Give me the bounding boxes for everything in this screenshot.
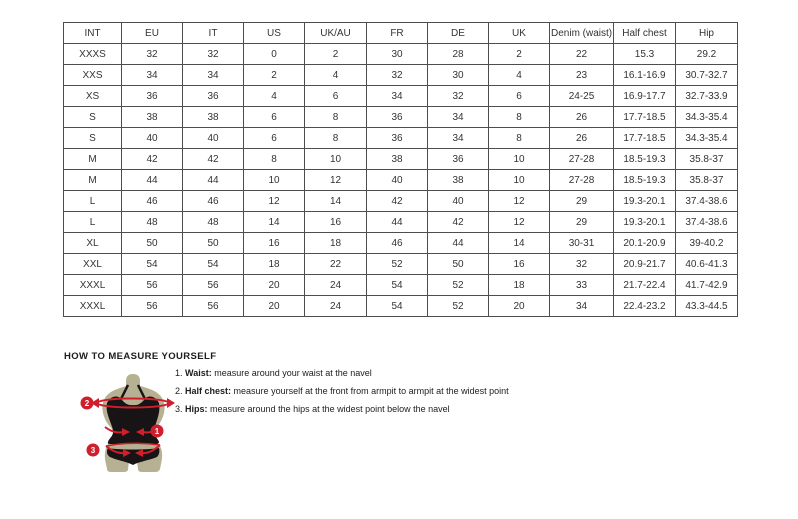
table-row — [64, 149, 738, 170]
size-cell: 56 — [122, 275, 183, 296]
size-cell: 39-40.2 — [676, 233, 738, 254]
size-cell: 46 — [367, 233, 428, 254]
measure-section-title: HOW TO MEASURE YOURSELF — [64, 351, 217, 362]
size-cell: 54 — [367, 275, 428, 296]
size-cell: 12 — [305, 170, 367, 191]
mannequin-illustration — [78, 372, 190, 476]
table-row — [64, 275, 738, 296]
step-number: 1. — [175, 368, 183, 378]
size-cell: 16 — [489, 254, 550, 275]
size-cell: 22 — [305, 254, 367, 275]
size-cell: 22 — [550, 44, 614, 65]
size-cell: 21.7-22.4 — [614, 275, 676, 296]
column-header: IT — [183, 23, 244, 44]
size-cell: 27-28 — [550, 149, 614, 170]
size-cell: 18 — [244, 254, 305, 275]
step-label: Hips: — [185, 404, 208, 414]
badge-chest — [81, 397, 94, 410]
size-cell: 20 — [489, 296, 550, 317]
size-cell: 54 — [367, 296, 428, 317]
measure-step-hips — [175, 400, 509, 418]
size-cell: 20 — [244, 296, 305, 317]
size-cell: 44 — [183, 170, 244, 191]
size-cell: XXXL — [64, 275, 122, 296]
size-cell: 46 — [183, 191, 244, 212]
step-number: 2. — [175, 386, 183, 396]
size-cell: 29.2 — [676, 44, 738, 65]
badge-hips-number: 3 — [90, 446, 96, 455]
size-cell: 50 — [122, 233, 183, 254]
size-cell: 33 — [550, 275, 614, 296]
size-cell: 2 — [489, 44, 550, 65]
size-cell: XL — [64, 233, 122, 254]
size-cell: 17.7-18.5 — [614, 128, 676, 149]
table-row — [64, 296, 738, 317]
size-cell: 20.1-20.9 — [614, 233, 676, 254]
size-cell: 34 — [183, 65, 244, 86]
size-cell: XXXL — [64, 296, 122, 317]
size-cell: 56 — [183, 275, 244, 296]
badge-waist — [151, 425, 164, 438]
size-cell: 44 — [428, 233, 489, 254]
size-cell: 42 — [367, 191, 428, 212]
size-cell: L — [64, 191, 122, 212]
size-cell: 44 — [367, 212, 428, 233]
column-header: INT — [64, 23, 122, 44]
size-cell: 29 — [550, 191, 614, 212]
size-cell: 28 — [428, 44, 489, 65]
size-cell: 24 — [305, 296, 367, 317]
column-header: UK/AU — [305, 23, 367, 44]
size-cell: 36 — [183, 86, 244, 107]
size-cell: 8 — [244, 149, 305, 170]
size-cell: 50 — [428, 254, 489, 275]
size-cell: 6 — [244, 107, 305, 128]
step-text: measure around your waist at the navel — [211, 368, 372, 378]
size-cell: 6 — [489, 86, 550, 107]
size-cell: 2 — [244, 65, 305, 86]
step-text: measure around the hips at the widest point below the navel — [207, 404, 450, 414]
size-cell: 18.5-19.3 — [614, 149, 676, 170]
size-chart-header-row — [64, 23, 738, 44]
size-cell: 36 — [367, 107, 428, 128]
size-cell: 44 — [122, 170, 183, 191]
size-cell: 32 — [428, 86, 489, 107]
size-cell: 16.1-16.9 — [614, 65, 676, 86]
size-cell: 6 — [244, 128, 305, 149]
size-cell: 52 — [428, 275, 489, 296]
size-cell: 52 — [428, 296, 489, 317]
size-cell: 10 — [305, 149, 367, 170]
size-cell: 54 — [183, 254, 244, 275]
size-cell: 34 — [367, 86, 428, 107]
size-cell: 8 — [305, 128, 367, 149]
column-header: Half chest — [614, 23, 676, 44]
size-cell: 34 — [550, 296, 614, 317]
size-cell: 2 — [305, 44, 367, 65]
size-cell: 43.3-44.5 — [676, 296, 738, 317]
size-cell: 14 — [244, 212, 305, 233]
size-cell: 40 — [428, 191, 489, 212]
table-row — [64, 86, 738, 107]
size-cell: 16 — [244, 233, 305, 254]
size-cell: 32 — [183, 44, 244, 65]
table-row — [64, 233, 738, 254]
size-cell: 14 — [489, 233, 550, 254]
size-cell: 18 — [305, 233, 367, 254]
size-cell: 50 — [183, 233, 244, 254]
size-cell: 14 — [305, 191, 367, 212]
table-row — [64, 254, 738, 275]
size-cell: 42 — [428, 212, 489, 233]
size-cell: 36 — [367, 128, 428, 149]
column-header: Hip — [676, 23, 738, 44]
size-cell: 29 — [550, 212, 614, 233]
size-cell: 4 — [244, 86, 305, 107]
measurement-figure — [78, 372, 190, 481]
size-cell: 37.4-38.6 — [676, 212, 738, 233]
size-cell: 20 — [244, 275, 305, 296]
size-cell: 24 — [305, 275, 367, 296]
table-row — [64, 170, 738, 191]
size-cell: 24-25 — [550, 86, 614, 107]
size-cell: 16 — [305, 212, 367, 233]
size-cell: 26 — [550, 128, 614, 149]
size-cell: 8 — [305, 107, 367, 128]
size-cell: 22.4-23.2 — [614, 296, 676, 317]
table-row — [64, 191, 738, 212]
size-cell: 10 — [244, 170, 305, 191]
column-header: UK — [489, 23, 550, 44]
size-cell: 23 — [550, 65, 614, 86]
column-header: US — [244, 23, 305, 44]
size-cell: L — [64, 212, 122, 233]
size-cell: 18.5-19.3 — [614, 170, 676, 191]
size-cell: 6 — [305, 86, 367, 107]
size-cell: 18 — [489, 275, 550, 296]
size-cell: 8 — [489, 107, 550, 128]
step-label: Waist: — [185, 368, 212, 378]
size-cell: 16.9-17.7 — [614, 86, 676, 107]
size-cell: 34 — [428, 128, 489, 149]
size-cell: 32 — [367, 65, 428, 86]
size-cell: 32 — [122, 44, 183, 65]
step-text: measure yourself at the front from armpit to armpit at the widest point — [231, 386, 509, 396]
table-row — [64, 128, 738, 149]
size-cell: 46 — [122, 191, 183, 212]
size-cell: 38 — [183, 107, 244, 128]
measure-step-half-chest — [175, 382, 509, 400]
size-cell: 19.3-20.1 — [614, 191, 676, 212]
table-row — [64, 44, 738, 65]
size-chart-table — [63, 22, 738, 317]
size-cell: 15.3 — [614, 44, 676, 65]
size-cell: 30 — [428, 65, 489, 86]
size-cell: 48 — [183, 212, 244, 233]
size-cell: 10 — [489, 149, 550, 170]
size-cell: 4 — [305, 65, 367, 86]
size-cell: 40 — [122, 128, 183, 149]
badge-chest-number: 2 — [84, 399, 90, 408]
size-cell: 38 — [367, 149, 428, 170]
column-header: Denim (waist) — [550, 23, 614, 44]
size-cell: 52 — [367, 254, 428, 275]
size-cell: 35.8-37 — [676, 170, 738, 191]
size-cell: 26 — [550, 107, 614, 128]
size-cell: 54 — [122, 254, 183, 275]
size-cell: M — [64, 149, 122, 170]
size-cell: 32.7-33.9 — [676, 86, 738, 107]
size-cell: 32 — [550, 254, 614, 275]
size-cell: 30.7-32.7 — [676, 65, 738, 86]
size-cell: 30-31 — [550, 233, 614, 254]
size-chart-body — [64, 44, 738, 317]
badge-waist-number: 1 — [154, 427, 160, 436]
size-cell: XXXS — [64, 44, 122, 65]
size-cell: 38 — [428, 170, 489, 191]
size-cell: 30 — [367, 44, 428, 65]
size-cell: 34.3-35.4 — [676, 107, 738, 128]
size-cell: 0 — [244, 44, 305, 65]
size-cell: 40 — [367, 170, 428, 191]
size-cell: 35.8-37 — [676, 149, 738, 170]
size-cell: 12 — [489, 212, 550, 233]
size-cell: 42 — [183, 149, 244, 170]
measure-step-waist — [175, 364, 509, 382]
size-cell: 19.3-20.1 — [614, 212, 676, 233]
table-row — [64, 212, 738, 233]
table-row — [64, 107, 738, 128]
size-chart-section — [63, 22, 738, 317]
size-cell: XXS — [64, 65, 122, 86]
size-cell: 17.7-18.5 — [614, 107, 676, 128]
size-cell: S — [64, 128, 122, 149]
size-cell: 56 — [122, 296, 183, 317]
size-cell: 42 — [122, 149, 183, 170]
size-cell: 27-28 — [550, 170, 614, 191]
step-label: Half chest: — [185, 386, 232, 396]
size-cell: 36 — [428, 149, 489, 170]
badge-hips — [87, 444, 100, 457]
size-cell: 34 — [428, 107, 489, 128]
size-cell: 36 — [122, 86, 183, 107]
size-cell: 4 — [489, 65, 550, 86]
size-cell: 8 — [489, 128, 550, 149]
size-cell: M — [64, 170, 122, 191]
measure-steps-list — [175, 364, 509, 418]
size-cell: 12 — [489, 191, 550, 212]
column-header: DE — [428, 23, 489, 44]
size-cell: 41.7-42.9 — [676, 275, 738, 296]
size-cell: 34.3-35.4 — [676, 128, 738, 149]
size-cell: S — [64, 107, 122, 128]
size-cell: 40.6-41.3 — [676, 254, 738, 275]
size-cell: 37.4-38.6 — [676, 191, 738, 212]
size-cell: 56 — [183, 296, 244, 317]
size-cell: 20.9-21.7 — [614, 254, 676, 275]
column-header: EU — [122, 23, 183, 44]
size-cell: XS — [64, 86, 122, 107]
size-cell: 10 — [489, 170, 550, 191]
size-cell: 38 — [122, 107, 183, 128]
size-cell: XXL — [64, 254, 122, 275]
step-number: 3. — [175, 404, 183, 414]
table-row — [64, 65, 738, 86]
size-cell: 12 — [244, 191, 305, 212]
size-cell: 48 — [122, 212, 183, 233]
size-cell: 34 — [122, 65, 183, 86]
size-cell: 40 — [183, 128, 244, 149]
column-header: FR — [367, 23, 428, 44]
